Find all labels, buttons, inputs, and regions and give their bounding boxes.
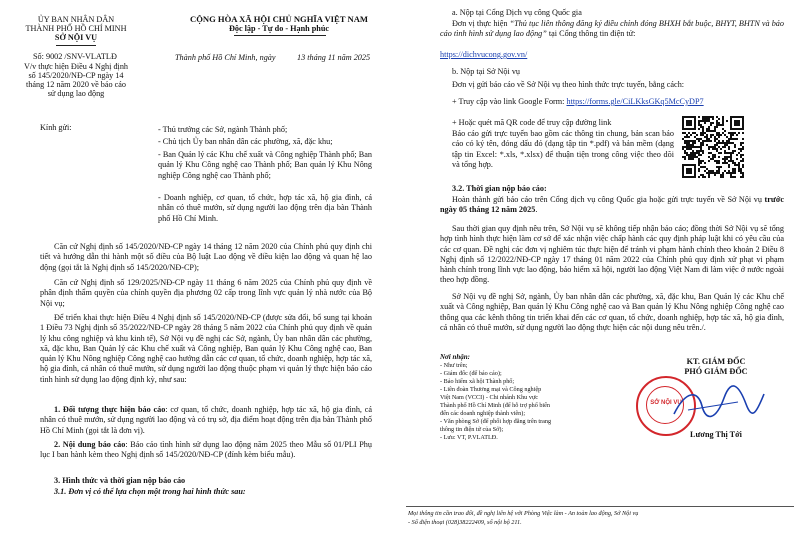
- section-3-2-body: Hoàn thành gửi báo cáo trên Cổng dịch vụ công Quốc gia hoặc gửi trực tuyến về Sở Nội vụ trước ngày 05 tháng 12 năm 2025.: [440, 195, 784, 215]
- footer-contact-line2: - Số điện thoại (028)38222409, số nội bộ 211.: [408, 519, 522, 526]
- section-2-body: : Báo cáo tình hình sử dụng lao động năm 2025 theo Mẫu số 01/PLI Phụ lục I ban hành kèm theo Nghị định số 145/2020/NĐ-CP (đính kèm biểu mẫu).: [40, 440, 372, 460]
- option-b-title: b. Nộp tại Sở Nội vụ: [452, 67, 521, 76]
- list-item: - Bảo hiểm xã hội Thành phố;: [440, 378, 515, 385]
- list-item: - Giám đốc (để báo cáo);: [440, 370, 502, 377]
- list-item: - Liên đoàn Thương mại và Công nghiệp: [440, 386, 542, 393]
- option-a-title: a. Nộp tại Cổng Dịch vụ công Quốc gia: [452, 8, 582, 17]
- date-value: 13 tháng 11 năm 2025: [297, 53, 371, 62]
- dichvucong-link[interactable]: https://dichvucong.gov.vn/: [440, 50, 528, 59]
- section-2: [40, 440, 372, 461]
- agency-underline: [56, 45, 96, 46]
- qr-code-graphic: [682, 116, 744, 178]
- recipient-item: - Thủ trưởng các Sở, ngành Thành phố;: [158, 125, 288, 134]
- section-3-title: 3. Hình thức và thời gian nộp báo cáo: [54, 476, 186, 485]
- agency-name-line1: ỦY BAN NHÂN DÂN: [37, 15, 115, 24]
- list-item: đến các doanh nghiệp thành viên);: [440, 410, 526, 417]
- agency-name-line3: SỞ NỘI VỤ: [54, 33, 98, 42]
- signer-name: Lương Thị Tới: [690, 430, 742, 439]
- list-item: Việt Nam (VCCI) - Chi nhánh Khu vực: [440, 394, 539, 401]
- section-1: [40, 405, 372, 436]
- list-item: - Lưu: VT, P.VLATLĐ.: [440, 434, 498, 441]
- handwritten-signature: [668, 384, 768, 424]
- motto-underline: [234, 35, 326, 36]
- paragraph-final-request: Sở Nội vụ đề nghị Sở, ngành, Ủy ban nhân dân các phường, xã, đặc khu, Ban Quản lý các Khu chế xuất và Công nghiệp, Ban quản lý Khu Công nghệ cao và Ban quản lý Khu Nông nghiệp Công nghệ cao thông qua các kênh thông tin triển khai đến các cơ quan, tổ chức, doanh nghiệp, hợp tác xã, hộ gia đình, cá nhân có thuê mướn, sử dụng người lao động thực hiện các nội dung nêu trên./.: [440, 292, 784, 332]
- section-2-title: 2. Nội dung báo cáo: [54, 440, 126, 449]
- section-1-body: : cơ quan, tổ chức, doanh nghiệp, hợp tác xã, hộ gia đình, cá nhân có thuê mướn, sử dụng người lao động và có trụ sở, địa điểm hoạt động trên địa bàn Thành phố Hồ Chí Minh (gọi tắt là đơn vị).: [40, 405, 372, 435]
- section-3-1-title: 3.1. Đơn vị có thể lựa chọn một trong hai hình thức sau:: [54, 487, 246, 496]
- option-a-body: Đơn vị thực hiện “Thủ tục liên thông đăng ký điều chỉnh đóng BHXH bắt buộc, BHYT, BHTN và báo cáo tình hình sử dụng lao động” tại Cổng thông tin điện tử:: [440, 19, 784, 39]
- procedure-name: “Thủ tục liên thông đăng ký điều chỉnh đóng BHXH bắt buộc, BHYT, BHTN và báo cáo tình hình sử dụng lao động”: [440, 19, 784, 39]
- section-1-title: 1. Đối tượng thực hiện báo cáo: [54, 405, 166, 414]
- option-b-body: Đơn vị gửi báo cáo về Sở Nội vụ theo hình thức trực tuyến, bằng cách:: [452, 80, 685, 89]
- signature-title-1: KT. GIÁM ĐỐC: [686, 357, 746, 366]
- recipient-item: - Doanh nghiệp, cơ quan, tổ chức, hợp tác xã, hộ gia đình, cá nhân có thuê mướn, sử dụng người lao động trên địa bàn Thành phố Hồ Chí Minh.: [158, 193, 372, 223]
- qr-code-image[interactable]: [682, 116, 744, 178]
- list-item: Thành phố Hồ Chí Minh (để hỗ trợ phổ biến: [440, 402, 550, 409]
- footer-contact-line1: Mọi thông tin cần trao đổi, đề nghị liên hệ với Phòng Việc làm - An toàn lao động, Sở Nội vụ: [408, 510, 639, 517]
- recipient-item: - Chủ tịch Ủy ban nhân dân các phường, xã, đặc khu;: [158, 137, 333, 146]
- document-page-1: ỦY BAN NHÂN DÂN THÀNH PHỐ HỒ CHÍ MINH SỞ NỘI VỤ CỘNG HÒA XÃ HỘI CHỦ NGHĨA VIỆT NAM Độc lập - Tự do - Hạnh phúc Số: 9002 /SNV-VLATLĐ V/v thực hiện Điều 4 Nghị định số 145/2020/NĐ-CP ngày 14 tháng 12 năm 2020 về báo cáo sử dụng lao động Thành phố Hồ Chí Minh, ngày 13 tháng 11 năm 2025 Kính gửi: - Thủ trưởng các Sở, ngành Thành phố; - Chủ tịch Ủy ban nhân dân các phường, xã, đặc khu; - Ban Quản lý các Khu chế xuất và Công nghiệp Thành phố; Ban quản lý Khu Công nghệ cao Thành phố; Ban quản lý Khu Nông nghiệp Công nghệ cao Thành phố; - Doanh nghiệp, cơ quan, tổ chức, hợp tác xã, hộ gia đình, cá nhân có thuê mướn, sử dụng người lao động trên địa bàn Thành phố Hồ Chí Minh. Căn cứ Nghị định số 145/2020/NĐ-CP ngày 14 tháng 12 năm 2020 của Chính phủ quy định chi tiết và hướng dẫn thi hành một số điều của Bộ luật Lao động về điều kiện lao động và quan hệ lao động (gọi tắt là Nghị định số 145/2020/NĐ-CP); Căn cứ Nghị định số 129/2025/NĐ-CP ngày 11 tháng 6 năm 2025 của Chính phủ quy định về phân định thẩm quyền của chính quyền địa phương 02 cấp trong lĩnh vực quản lý nhà nước của Bộ Nội vụ; Để triển khai thực hiện Điều 4 Nghị định số 145/2020/NĐ-CP (được sửa đổi, bổ sung tại khoản 1 Điều 73 Nghị định số 35/2022/NĐ-CP ngày 28 tháng 5 năm 2022 của Chính phủ quy định về quản lý khu công nghiệp và khu kinh tế), Sở Nội vụ đề nghị các Sở, ngành, Ủy ban nhân dân các phường, xã, đặc khu, Ban Quản lý các Khu chế xuất và Công nghiệp, Ban quản lý Khu Công nghệ cao, Ban quản lý Khu Nông nghiệp Công nghệ cao hướng dẫn các cơ quan, tổ chức, doanh nghiệp, hợp tác xã, hộ gia đình, cá nhân có thuê mướn, sử dụng người lao động thuộc phạm vi quản lý thực hiện báo cáo tình hình sử dụng lao động định kỳ, như sau: 1. Đối tượng thực hiện báo cáo: cơ quan, tổ chức, doanh nghiệp, hợp tác xã, hộ gia đình, cá nhân có thuê mướn, sử dụng người lao động và có trụ sở, địa điểm hoạt động trên địa bàn Thành phố Hồ Chí Minh (gọi tắt là đơn vị). 2. Nội dung báo cáo: Báo cáo tình hình sử dụng lao động năm 2025 theo Mẫu số 01/PLI Phụ lục I ban hành kèm theo Nghị định số 145/2020/NĐ-CP (đính kèm biểu mẫu). 3. Hình thức và thời gian nộp báo cáo 3.1. Đơn vị có thể lựa chọn một trong hai hình thức sau:: [0, 0, 400, 535]
- list-item: - Văn phòng Sở (để phối hợp đăng trên trang: [440, 418, 552, 425]
- paragraph-implementation: Để triển khai thực hiện Điều 4 Nghị định số 145/2020/NĐ-CP (được sửa đổi, bổ sung tại khoản 1 Điều 73 Nghị định số 35/2022/NĐ-CP ngày 28 tháng 5 năm 2022 của Chính phủ quy định về quản lý khu công nghiệp và khu kinh tế), Sở Nội vụ đề nghị các Sở, ngành, Ủy ban nhân dân các phường, xã, đặc khu, Ban Quản lý các Khu chế xuất và Công nghiệp, Ban quản lý Khu Công nghệ cao, Ban quản lý Khu Nông nghiệp Công nghệ cao hướng dẫn các cơ quan, tổ chức, doanh nghiệp, hợp tác xã, hộ gia đình, cá nhân có thuê mướn, sử dụng người lao động thuộc phạm vi quản lý thực hiện báo cáo tình hình sử dụng lao động định kỳ, như sau:: [40, 313, 372, 384]
- paragraph-legal-basis-2: Căn cứ Nghị định số 129/2025/NĐ-CP ngày 11 tháng 6 năm 2025 của Chính phủ quy định về phân định thẩm quyền của chính quyền địa phương 02 cấp trong lĩnh vực quản lý nhà nước của Bộ Nội vụ;: [40, 278, 372, 308]
- agency-name-line2: THÀNH PHỐ HỒ CHÍ MINH: [25, 24, 127, 33]
- kinh-gui-label: Kính gửi:: [40, 123, 72, 132]
- date-line-prefix: Thành phố Hồ Chí Minh, ngày: [175, 53, 276, 62]
- google-form-line: + Truy cập vào link Google Form: https://forms.gle/CiLKksGKq5McCyDP7: [452, 97, 704, 106]
- google-form-link[interactable]: https://forms.gle/CiLKksGKq5McCyDP7: [566, 97, 704, 106]
- document-number: Số: 9002 /SNV-VLATLĐ: [33, 52, 117, 61]
- qr-instruction: + Hoặc quét mã QR code để truy cập đường link: [452, 118, 612, 127]
- section-3-2-title: 3.2. Thời gian nộp báo cáo:: [452, 184, 547, 193]
- noi-nhan-title: Nơi nhận:: [440, 353, 471, 361]
- deadline-text: trước ngày 05 tháng 12 năm 2025: [440, 195, 784, 215]
- paragraph-after-deadline: Sau thời gian quy định nêu trên, Sở Nội vụ sẽ không tiếp nhận báo cáo; đồng thời Sở Nội vụ sẽ tổng hợp tình hình thực hiện làm cơ sở để xác nhận việc chấp hành các quy định pháp luật khi có yêu cầu của các cơ quan. Đề nghị các đơn vị nghiêm túc thực hiện để tránh vi phạm hành chính theo khoản 2 Điều 8 Nghị định số 12/2022/NĐ-CP ngày 17 tháng 01 năm 2022 của Chính phủ quy định xử phạt vi phạm hành chính trong lĩnh vực lao động, bảo hiểm xã hội, người lao động Việt Nam đi làm việc ở nước ngoài theo hợp đồng.: [440, 224, 784, 285]
- recipient-item: - Ban Quản lý các Khu chế xuất và Công nghiệp Thành phố; Ban quản lý Khu Công nghệ cao Thành phố; Ban quản lý Khu Nông nghiệp Công nghệ cao Thành phố;: [158, 150, 372, 180]
- paragraph-legal-basis-1: Căn cứ Nghị định số 145/2020/NĐ-CP ngày 14 tháng 12 năm 2020 của Chính phủ quy định chi tiết và hướng dẫn thi hành một số điều của Bộ luật Lao động về điều kiện lao động và quan hệ lao động (gọi tắt là Nghị định số 145/2020/NĐ-CP);: [40, 242, 372, 272]
- submission-note: Báo cáo gửi trực tuyến bao gồm các thông tin chung, bản scan báo cáo có ký tên, đóng dấu đỏ (dạng tập tin *.pdf) và bản mềm (dạng tập tin Excel: *.xls, *.xlsx) để thuận tiện trong công việc theo dõi và tổng hợp.: [452, 129, 674, 169]
- document-page-2: [400, 0, 800, 535]
- nation-title: CỘNG HÒA XÃ HỘI CHỦ NGHĨA VIỆT NAM: [189, 14, 369, 24]
- national-motto: Độc lập - Tự do - Hạnh phúc: [228, 24, 330, 33]
- seal-text: SỞ NỘI VỤ: [650, 400, 682, 406]
- list-item: - Như trên;: [440, 362, 468, 369]
- list-item: thông tin điện tử của Sở);: [440, 426, 504, 433]
- footer-divider: [406, 506, 794, 507]
- signature-title-2: PHÓ GIÁM ĐỐC: [684, 367, 748, 376]
